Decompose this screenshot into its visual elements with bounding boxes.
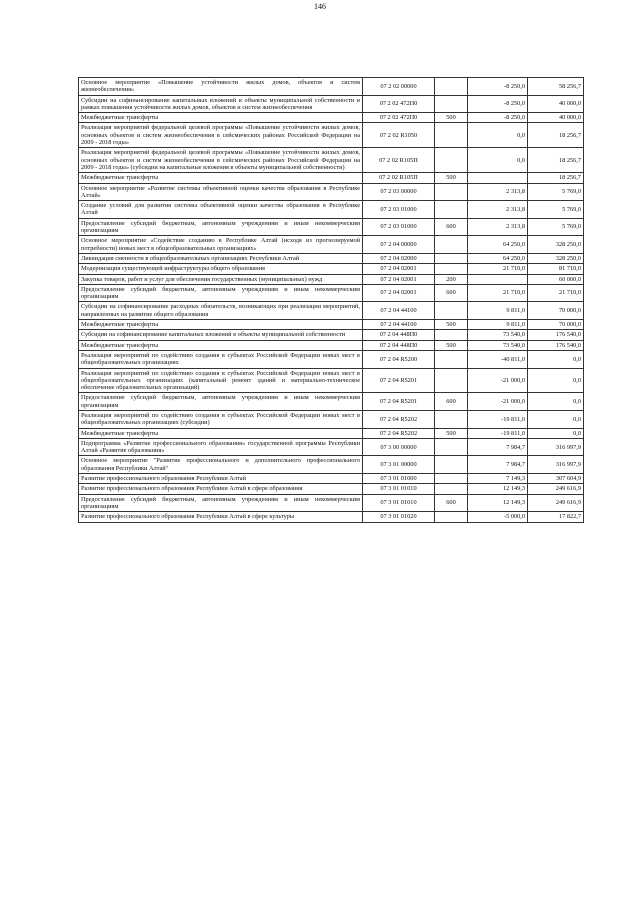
row-name: Подпрограмма «Развитие профессионального образования» государственной программы Республики Алтай «Развитие образования»	[79, 438, 363, 456]
table-row	[79, 428, 584, 438]
table-row	[79, 438, 584, 456]
row-code: 07 2 04 44100	[363, 320, 435, 330]
row-amount-change: 0,0	[468, 148, 528, 173]
row-amount-change: 9 811,0	[468, 320, 528, 330]
row-amount-change: 2 313,8	[468, 201, 528, 219]
row-expense-type	[435, 201, 468, 219]
row-name: Основное мероприятие «Содействие созданию в Республике Алтай (исходя из прогнозируемой потребности) новых мест в общеобразовательных организациях»	[79, 236, 363, 254]
row-code: 07 2 02 00000	[363, 78, 435, 96]
row-amount-total: 70 000,0	[528, 320, 584, 330]
row-expense-type	[435, 350, 468, 368]
row-name: Основное мероприятие «Развитие системы объективной оценки качества образования в Республике Алтай»	[79, 183, 363, 201]
table-row	[79, 148, 584, 173]
row-code: 07 2 04 00000	[363, 236, 435, 254]
row-code: 07 2 04 R5200	[363, 350, 435, 368]
row-amount-total: 0,0	[528, 410, 584, 428]
row-amount-total: 249 616,9	[528, 484, 584, 494]
row-code: 07 2 04 02001	[363, 284, 435, 302]
row-expense-type	[435, 183, 468, 201]
row-amount-total: 176 540,0	[528, 330, 584, 340]
row-code: 07 3 00 00000	[363, 438, 435, 456]
row-amount-change	[468, 173, 528, 183]
row-amount-total: 17 822,7	[528, 512, 584, 522]
row-amount-change: 2 313,8	[468, 218, 528, 236]
row-expense-type	[435, 253, 468, 263]
row-code: 07 2 02 R1050	[363, 123, 435, 148]
row-name: Предоставление субсидий бюджетным, автономным учреждениям и иным некоммерческим организациям	[79, 494, 363, 512]
row-name: Основное мероприятие "Развитие профессионального и дополнительного профессионального образования Республики Алтай"	[79, 456, 363, 474]
table-row	[79, 393, 584, 411]
row-amount-change: -40 811,0	[468, 350, 528, 368]
table-row	[79, 183, 584, 201]
row-expense-type: 600	[435, 393, 468, 411]
row-name: Субсидии на софинансирование капитальных вложений в объекты муниципальной собственности в рамках повышения устойчивости жилых домов, объектов и систем жизнеобеспечения	[79, 95, 363, 113]
row-amount-total: 0,0	[528, 393, 584, 411]
row-expense-type	[435, 302, 468, 320]
row-name: Предоставление субсидий бюджетным, автономным учреждениям и иным некоммерческим организациям	[79, 284, 363, 302]
row-expense-type: 500	[435, 340, 468, 350]
row-expense-type	[435, 512, 468, 522]
row-code: 07 2 04 44100	[363, 302, 435, 320]
table-row	[79, 512, 584, 522]
row-amount-total: 5 769,0	[528, 218, 584, 236]
row-amount-change: 73 540,0	[468, 340, 528, 350]
row-expense-type	[435, 236, 468, 254]
row-name: Межбюджетные трансферты	[79, 428, 363, 438]
table-row	[79, 123, 584, 148]
row-code: 07 3 01 01020	[363, 512, 435, 522]
row-expense-type	[435, 410, 468, 428]
table-row	[79, 253, 584, 263]
row-name: Модернизация существующей инфраструктуры общего образования	[79, 264, 363, 274]
row-amount-total: 18 256,7	[528, 123, 584, 148]
row-name: Закупка товаров, работ и услуг для обеспечения государственных (муниципальных) нужд	[79, 274, 363, 284]
table-row	[79, 410, 584, 428]
row-name: Межбюджетные трансферты	[79, 113, 363, 123]
table-row	[79, 368, 584, 393]
row-code: 07 3 01 00000	[363, 456, 435, 474]
row-amount-change: 21 710,0	[468, 264, 528, 274]
row-amount-total: 307 604,9	[528, 474, 584, 484]
row-amount-change: 7 984,7	[468, 456, 528, 474]
row-name: Межбюджетные трансферты	[79, 340, 363, 350]
row-amount-change: 12 149,3	[468, 494, 528, 512]
row-code: 07 2 03 00000	[363, 183, 435, 201]
row-code: 07 2 03 01000	[363, 218, 435, 236]
row-name: Ликвидация сменности в общеобразовательных организациях Республики Алтай	[79, 253, 363, 263]
row-expense-type	[435, 484, 468, 494]
row-amount-total: 21 710,0	[528, 284, 584, 302]
row-amount-change: 2 313,8	[468, 183, 528, 201]
row-code: 07 2 04 R5201	[363, 368, 435, 393]
row-code: 07 2 02 472П0	[363, 113, 435, 123]
row-name: Развитие профессионального образования Республики Алтай в сфере культуры	[79, 512, 363, 522]
budget-table-body	[79, 78, 584, 523]
row-amount-total: 176 540,0	[528, 340, 584, 350]
table-row	[79, 218, 584, 236]
table-row	[79, 302, 584, 320]
table-row	[79, 350, 584, 368]
row-expense-type	[435, 330, 468, 340]
row-code: 07 2 04 448П0	[363, 330, 435, 340]
row-expense-type	[435, 456, 468, 474]
row-amount-total: 249 616,9	[528, 494, 584, 512]
table-row	[79, 284, 584, 302]
row-name: Предоставление субсидий бюджетным, автономным учреждениям и иным некоммерческим организациям	[79, 393, 363, 411]
row-expense-type: 200	[435, 274, 468, 284]
table-row	[79, 113, 584, 123]
row-name: Реализация мероприятий по содействию создания в субъектах Российской Федерации новых мест в общеобразовательных организациях (субсидии)	[79, 410, 363, 428]
row-expense-type: 600	[435, 284, 468, 302]
row-amount-total: 5 769,0	[528, 183, 584, 201]
table-row	[79, 78, 584, 96]
row-code: 07 3 01 01000	[363, 474, 435, 484]
row-amount-change: -8 250,0	[468, 113, 528, 123]
row-expense-type	[435, 368, 468, 393]
row-amount-total: 40 000,0	[528, 113, 584, 123]
row-amount-change: 7 984,7	[468, 438, 528, 456]
row-amount-total: 58 256,7	[528, 78, 584, 96]
row-expense-type: 600	[435, 494, 468, 512]
row-name: Основное мероприятие «Повышение устойчивости жилых домов, объектов и систем жизнеобеспечения»	[79, 78, 363, 96]
row-amount-change: -19 811,0	[468, 410, 528, 428]
row-amount-change: -8 250,0	[468, 95, 528, 113]
row-code: 07 2 04 02001	[363, 264, 435, 274]
row-amount-change: -8 250,0	[468, 78, 528, 96]
row-name: Реализация мероприятий по содействию создания в субъектах Российской Федерации новых мест в общеобразовательных организациях (капитальный ремонт зданий и материально-техническое обеспечение образовательных организаций)	[79, 368, 363, 393]
table-row	[79, 456, 584, 474]
row-amount-change: 64 250,0	[468, 236, 528, 254]
row-name: Развитие профессионального образования Республики Алтай в сфере образования	[79, 484, 363, 494]
row-name: Реализация мероприятий по содействию создания в субъектах Российской Федерации новых мест в общеобразовательных организациях	[79, 350, 363, 368]
table-row	[79, 330, 584, 340]
row-name: Реализация мероприятий федеральной целевой программы «Повышение устойчивости жилых домов, основных объектов и систем жизнеобеспечения в сейсмических районах Российской Федерации на 2009 - 2018 годы»	[79, 123, 363, 148]
row-code: 07 2 02 472П0	[363, 95, 435, 113]
row-expense-type	[435, 123, 468, 148]
row-code: 07 2 04 R5202	[363, 428, 435, 438]
row-expense-type	[435, 95, 468, 113]
table-row	[79, 95, 584, 113]
row-name: Предоставление субсидий бюджетным, автономным учреждениям и иным некоммерческим организациям	[79, 218, 363, 236]
row-amount-change: 73 540,0	[468, 330, 528, 340]
row-name: Реализация мероприятий федеральной целевой программы «Повышение устойчивости жилых домов, основных объектов и систем жизнеобеспечения в сейсмических районах Российской Федерации на 2009 - 2018 годы» (субсидии на капитальные вложения в объекты муниципальной собственности)	[79, 148, 363, 173]
row-amount-change: 64 250,0	[468, 253, 528, 263]
row-amount-total: 60 000,0	[528, 274, 584, 284]
row-name: Межбюджетные трансферты	[79, 173, 363, 183]
row-amount-change: -21 000,0	[468, 393, 528, 411]
row-amount-total: 0,0	[528, 428, 584, 438]
row-amount-total: 5 769,0	[528, 201, 584, 219]
row-amount-total: 18 256,7	[528, 148, 584, 173]
row-code: 07 3 01 01010	[363, 494, 435, 512]
row-expense-type: 500	[435, 113, 468, 123]
row-expense-type	[435, 148, 468, 173]
row-amount-total: 328 250,0	[528, 236, 584, 254]
table-row	[79, 264, 584, 274]
table-row	[79, 173, 584, 183]
table-row	[79, 484, 584, 494]
row-amount-total: 70 000,0	[528, 302, 584, 320]
row-amount-change: 21 710,0	[468, 284, 528, 302]
table-row	[79, 340, 584, 350]
row-amount-total: 0,0	[528, 350, 584, 368]
row-expense-type	[435, 438, 468, 456]
row-amount-total: 316 997,9	[528, 456, 584, 474]
row-code: 07 2 04 R5201	[363, 393, 435, 411]
row-amount-change: 0,0	[468, 123, 528, 148]
row-name: Субсидии на софинансирование капитальных вложений в объекты муниципальной собственности	[79, 330, 363, 340]
row-code: 07 3 01 01010	[363, 484, 435, 494]
table-row	[79, 236, 584, 254]
row-code: 07 2 02 R105П	[363, 173, 435, 183]
row-amount-total: 40 000,0	[528, 95, 584, 113]
table-row	[79, 474, 584, 484]
row-amount-total: 0,0	[528, 368, 584, 393]
row-code: 07 2 04 R5202	[363, 410, 435, 428]
row-amount-change: -5 000,0	[468, 512, 528, 522]
row-amount-total: 18 256,7	[528, 173, 584, 183]
row-amount-change	[468, 274, 528, 284]
row-amount-change: 7 149,3	[468, 474, 528, 484]
row-amount-change: 12 149,3	[468, 484, 528, 494]
table-row	[79, 201, 584, 219]
row-code: 07 2 03 01000	[363, 201, 435, 219]
row-code: 07 2 02 R105П	[363, 148, 435, 173]
row-expense-type	[435, 474, 468, 484]
row-name: Создание условий для развития системы объективной оценки качества образования в Республике Алтай	[79, 201, 363, 219]
row-amount-change: -19 811,0	[468, 428, 528, 438]
row-expense-type: 500	[435, 320, 468, 330]
row-amount-total: 316 997,9	[528, 438, 584, 456]
budget-table	[78, 77, 584, 523]
row-expense-type: 500	[435, 173, 468, 183]
table-row	[79, 320, 584, 330]
row-amount-change: -21 000,0	[468, 368, 528, 393]
table-row	[79, 274, 584, 284]
row-name: Развитие профессионального образования Республики Алтай	[79, 474, 363, 484]
row-amount-total: 81 710,0	[528, 264, 584, 274]
row-code: 07 2 04 02001	[363, 274, 435, 284]
row-name: Межбюджетные трансферты	[79, 320, 363, 330]
row-expense-type: 500	[435, 428, 468, 438]
row-amount-change: 9 811,0	[468, 302, 528, 320]
row-name: Субсидии на софинансирование расходных обязательств, возникающих при реализации мероприятий, направленных на развитие общего образования	[79, 302, 363, 320]
row-expense-type	[435, 78, 468, 96]
row-amount-total: 328 250,0	[528, 253, 584, 263]
row-expense-type	[435, 264, 468, 274]
page-number: 146	[314, 2, 326, 11]
table-row	[79, 494, 584, 512]
row-expense-type: 600	[435, 218, 468, 236]
row-code: 07 2 04 02000	[363, 253, 435, 263]
row-code: 07 2 04 448П0	[363, 340, 435, 350]
